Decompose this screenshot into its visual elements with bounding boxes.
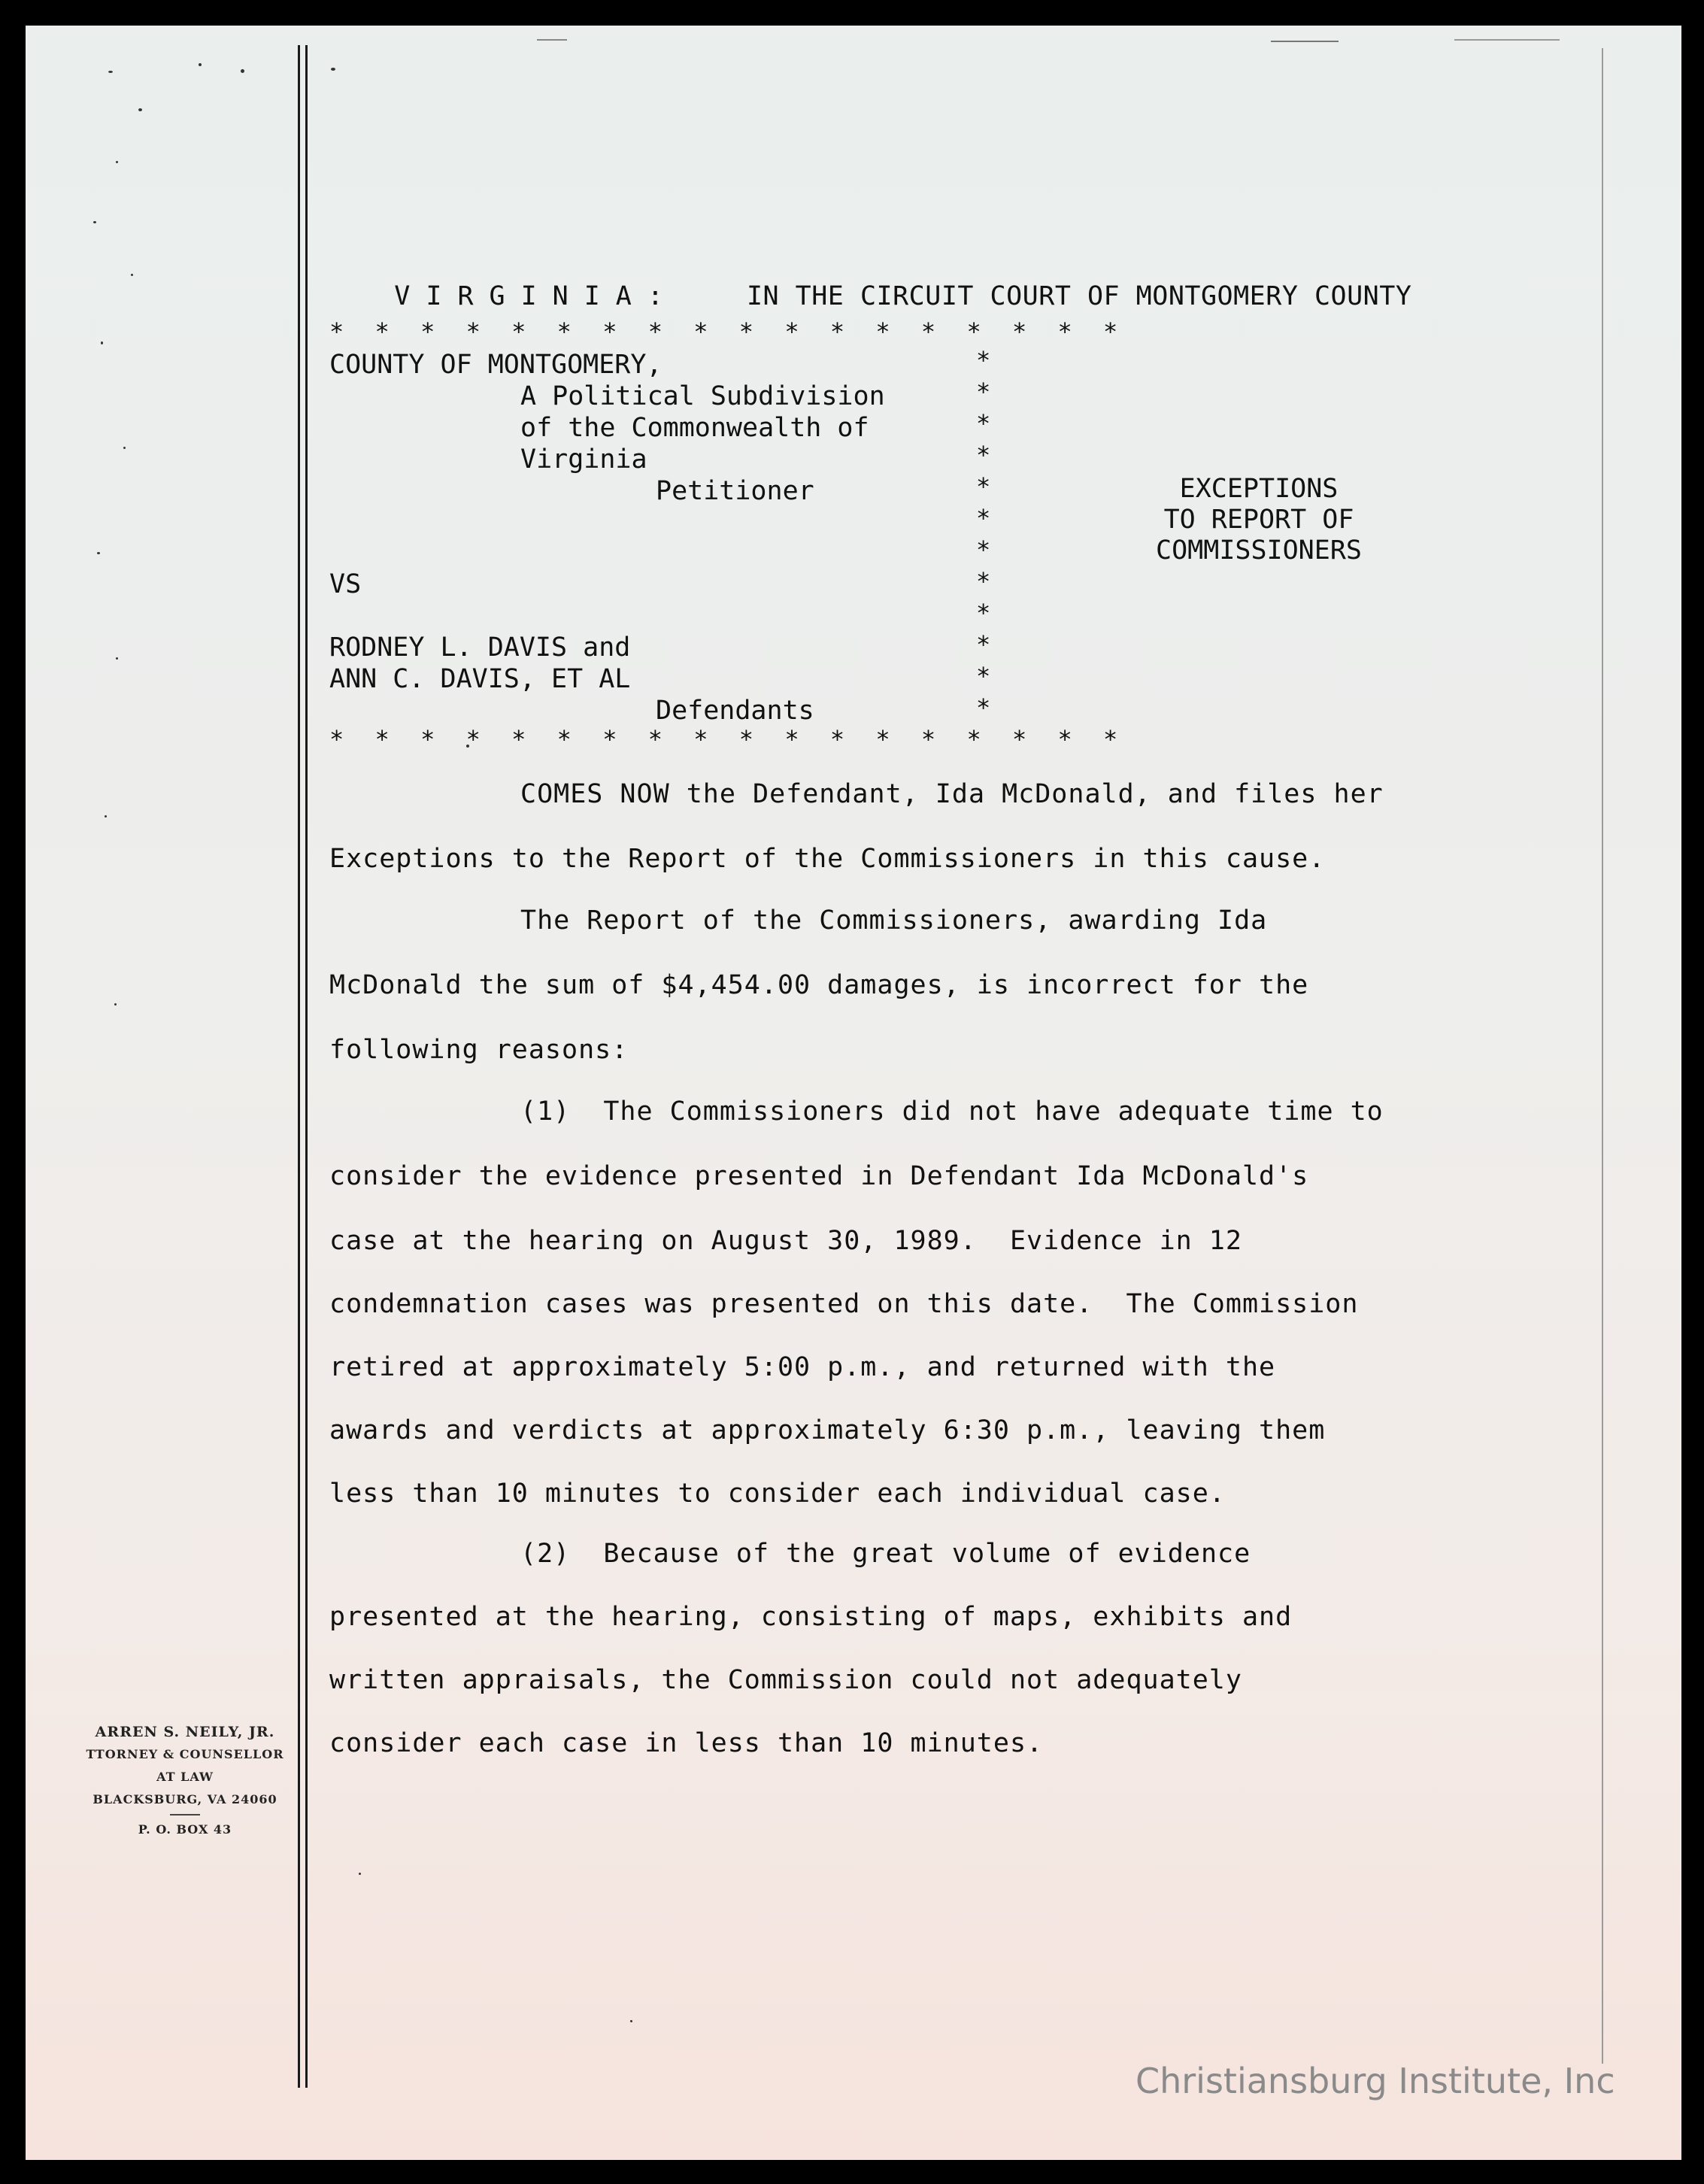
para4-line-4: consider each case in less than 10 minutes. (329, 1728, 1044, 1758)
para3-line-1: (1) The Commissioners did not have adequate time to (520, 1097, 1384, 1127)
defendant-name-2: ANN C. DAVIS, ET AL (329, 664, 631, 694)
para3-line-3: case at the hearing on August 30, 1989. Evidence in 12 (329, 1226, 1242, 1256)
attorney-title: TTORNEY & COUNSELLOR (86, 1747, 284, 1761)
para3-line-6: awards and verdicts at approximately 6:30 p.m., leaving them (329, 1415, 1326, 1445)
document-title-line-3: COMMISSIONERS (1156, 535, 1362, 566)
attorney-at-law: AT LAW (156, 1770, 214, 1784)
letterhead-divider (170, 1814, 200, 1815)
defendant-role: Defendants (656, 696, 814, 726)
para2-line-1: The Report of the Commissioners, awarding Ida (520, 905, 1268, 936)
para1-line-2: Exceptions to the Report of the Commissioners in this cause. (329, 844, 1326, 874)
document-title (1146, 474, 1372, 566)
para3-line-4: condemnation cases was presented on this date. The Commission (329, 1289, 1359, 1319)
versus-label: VS (329, 569, 362, 599)
caption-star-row-bottom: * * * * * * * * * * * * * * * * * * (329, 725, 1126, 754)
caption-star-row-top: * * * * * * * * * * * * * * * * * * (329, 317, 1126, 346)
para4-line-2: presented at the hearing, consisting of maps, exhibits and (329, 1602, 1293, 1632)
petitioner-name: COUNTY OF MONTGOMERY, (329, 350, 662, 380)
para4-line-3: written appraisals, the Commission could not adequately (329, 1665, 1242, 1695)
para4-line-1: (2) Because of the great volume of evidence (520, 1539, 1251, 1569)
caption-star-column: * * * * * * * * * * * * (976, 346, 991, 722)
right-margin-rule (1602, 48, 1603, 2064)
attorney-name: ARREN S. NEILY, JR. (95, 1724, 275, 1740)
defendant-name-1: RODNEY L. DAVIS and (329, 632, 631, 663)
para3-line-7: less than 10 minutes to consider each individual case. (329, 1479, 1226, 1509)
petitioner-desc-1: A Political Subdivision (520, 381, 885, 411)
attorney-letterhead (57, 1721, 313, 1841)
attorney-po-box: P. O. BOX 43 (138, 1822, 232, 1837)
petitioner-desc-3: Virginia (520, 444, 647, 475)
document-title-line-2: TO REPORT OF (1163, 505, 1354, 535)
archive-watermark: Christiansburg Institute, Inc (1135, 2061, 1615, 2101)
petitioner-role: Petitioner (656, 476, 814, 506)
para1-line-1: COMES NOW the Defendant, Ida McDonald, and files her (520, 779, 1384, 809)
para2-line-2: McDonald the sum of $4,454.00 damages, is incorrect for the (329, 970, 1309, 1000)
attorney-city: BLACKSBURG, VA 24060 (92, 1792, 277, 1806)
document-title-line-1: EXCEPTIONS (1179, 474, 1339, 504)
para3-line-5: retired at approximately 5:00 p.m., and returned with the (329, 1352, 1276, 1382)
document-page (26, 26, 1681, 2160)
state-name: VIRGINIA: (394, 281, 679, 311)
para2-line-3: following reasons: (329, 1035, 629, 1065)
court-name: IN THE CIRCUIT COURT OF MONTGOMERY COUNTY (746, 281, 1412, 311)
petitioner-desc-2: of the Commonwealth of (520, 413, 869, 443)
para3-line-2: consider the evidence presented in Defendant Ida McDonald's (329, 1161, 1309, 1191)
